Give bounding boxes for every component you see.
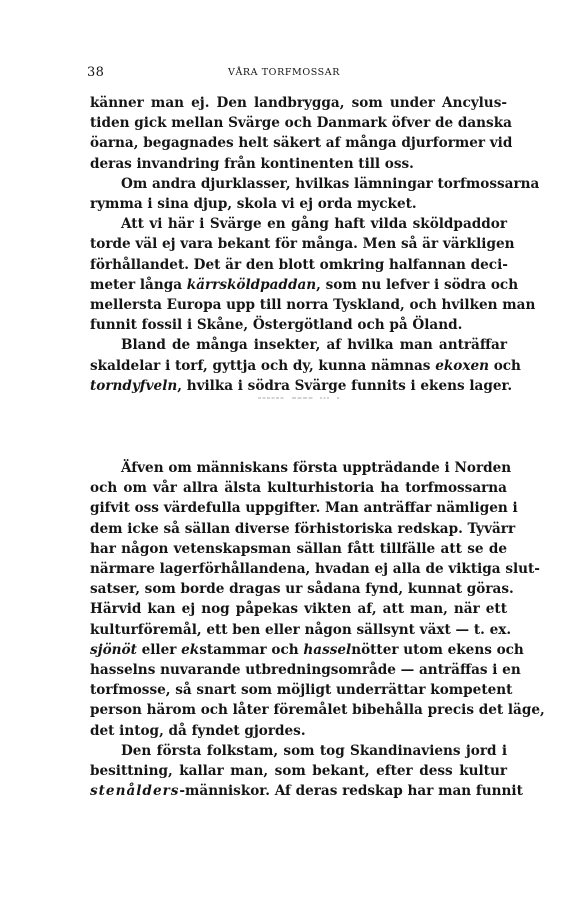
text-run: skaldelar i torf, gyttja och dy, kunna nämnas [90, 357, 436, 374]
text-run: Den första folkstam, som tog Skandinaviens jord i [121, 742, 507, 759]
text-line [90, 660, 521, 680]
italic-term: stenålders [90, 783, 180, 800]
text-run: hasselns nuvarande utbredningsområde — anträffas i en [90, 662, 521, 679]
running-head: VÅRA TORFMOSSAR [227, 67, 340, 78]
text-line [90, 315, 507, 335]
page-number: 38 [87, 65, 105, 80]
text-run: och om vår allra älsta kulturhistoria ha torfmossarna [90, 480, 507, 497]
text-run: nötter utom ekens och [351, 641, 524, 658]
text-line [90, 539, 507, 559]
text-line [90, 458, 512, 478]
text-run: -människor. Af deras redskap har man funnit [179, 783, 523, 800]
text-line [90, 174, 540, 194]
text-run: Om andra djurklasser, hvilkas lämningar torfmossarna [121, 175, 540, 192]
text-run: känner man ej. Den landbrygga, som under Ancylus- [90, 95, 507, 111]
text-run: person härom och låter föremålet bibehålla precis det läge, [90, 702, 545, 719]
text-run: förhållandet. Det är den blott omkring halfannan deci- [90, 256, 508, 273]
italic-term: ekoxen [435, 357, 489, 374]
text-run: och [488, 357, 521, 374]
text-line [90, 680, 513, 700]
text-run: dem icke så sällan diverse förhistoriska redskap. Tyvärr [90, 520, 516, 537]
italic-term: torndyfveln [90, 377, 178, 394]
italic-term: sjönöt [90, 641, 137, 658]
section-divider [258, 395, 340, 401]
text-line [90, 133, 513, 153]
text-run: , som nu lefver i södra och [316, 276, 519, 293]
text-line [90, 721, 507, 741]
text-run: öarna, begagnades helt säkert af många djurformer vid [90, 135, 513, 152]
text-line [90, 295, 536, 315]
text-run: eller [136, 641, 182, 658]
text-line [90, 214, 507, 234]
italic-term: hassel [303, 641, 352, 658]
text-section-animals [90, 93, 540, 396]
text-line [90, 154, 507, 174]
italic-term: kärrsköldpaddan [186, 276, 317, 293]
text-line [90, 599, 507, 619]
italic-term: ek [181, 641, 200, 658]
text-run: deras invandring från kontinenten till oss. [90, 155, 414, 172]
text-line [90, 275, 519, 295]
text-run: har någon vetenskapsman sällan fått tillfälle att se de [90, 540, 507, 557]
text-line [90, 700, 545, 720]
text-line [90, 640, 524, 660]
text-run: gifvit oss värdefulla uppgifter. Man anträffar nämligen i [90, 500, 518, 517]
text-run: , hvilka i södra Svärge funnits i ekens lager. [177, 377, 513, 394]
text-line [90, 113, 512, 133]
text-run: Äfven om människans första uppträdande i Norden [121, 460, 512, 476]
text-run: rymma i sina djup, skola vi ej orda mycket. [90, 196, 417, 213]
text-line [90, 478, 507, 498]
text-run: mellersta Europa upp till norra Tyskland, och hvilken man [90, 297, 536, 314]
text-run: kulturföremål, ett ben eller någon sällsynt växt — t. ex. [90, 621, 512, 638]
text-line [90, 559, 540, 579]
text-line [90, 579, 514, 599]
text-run: torde väl ej vara bekant för många. Men så är värkligen [90, 236, 515, 253]
text-run: tiden gick mellan Svärge och Danmark öfver de danska [90, 115, 512, 132]
text-run: Härvid kan ej nog påpekas vikten af, att man, när ett [90, 601, 507, 618]
text-line [90, 781, 523, 801]
text-line [90, 255, 507, 275]
text-line [90, 761, 507, 781]
text-run: satser, som borde dragas ur sådana fynd, kunnat göras. [90, 581, 514, 598]
text-run: det intog, då fyndet gjordes. [90, 722, 306, 739]
text-run: besittning, kallar man, som bekant, efter dess kultur [90, 763, 507, 780]
text-line [90, 498, 518, 518]
text-section-prehistory [90, 458, 545, 801]
text-line [90, 234, 515, 254]
text-run: meter långa [90, 276, 187, 293]
text-line [90, 519, 516, 539]
text-run: torfmosse, så snart som möjligt underrättar kompetent [90, 682, 513, 699]
text-line [90, 620, 512, 640]
text-run: funnit fossil i Skåne, Östergötland och på Öland. [90, 317, 463, 334]
text-line [90, 741, 507, 761]
text-line [90, 356, 521, 376]
text-line [90, 376, 513, 396]
text-run: närmare lagerförhållandena, hvadan ej alla de viktiga slut- [90, 561, 540, 578]
text-run: Bland de många insekter, af hvilka man anträffar [121, 337, 507, 354]
text-line [90, 194, 507, 214]
text-run: Att vi här i Svärge en gång haft vilda sköldpaddor [121, 216, 507, 233]
text-run: stammar och [199, 641, 304, 658]
text-line [90, 93, 507, 113]
text-line [90, 335, 507, 355]
